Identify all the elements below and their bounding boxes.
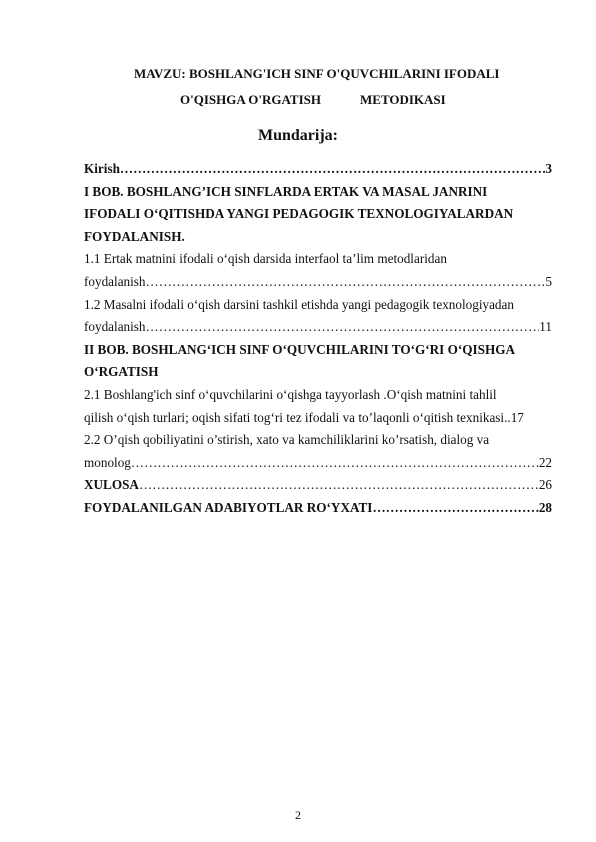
toc-page: 22 xyxy=(538,454,552,470)
toc-entry-adabiyotlar[interactable] xyxy=(84,497,552,520)
toc-leader xyxy=(146,316,540,339)
toc-section-1-2-line-1[interactable]: 1.2 Masalni ifodali o‘qish darsini tashkil etishda yangi pedagogik texnologiyadan xyxy=(84,296,514,312)
toc-leader xyxy=(120,158,546,181)
toc-chapter-1-line-3[interactable]: FOYDALANISH. xyxy=(84,228,185,244)
page-number: 2 xyxy=(295,808,301,822)
toc-section-2-1-line-1[interactable]: 2.1 Boshlang'ich sinf o‘quvchilarini o‘qishga tayyorlash .O‘qish matnini tahlil xyxy=(84,386,497,402)
toc-section-2-2-line-1[interactable]: 2.2 O’qish qobiliyatini o’stirish, xato va kamchiliklarini ko’rsatish, dialog va xyxy=(84,432,490,448)
toc-page: 26 xyxy=(538,477,552,493)
toc-chapter-1-line-2[interactable]: IFODALI O‘QITISHDA YANGI PEDAGOGIK TEXNOLOGIYALARDAN xyxy=(84,206,514,222)
toc-leader xyxy=(139,474,539,497)
document-title-line-2b: METODIKASI xyxy=(360,92,446,107)
toc-page: 28 xyxy=(538,499,552,515)
toc-label: monolog xyxy=(84,454,131,470)
toc-leader xyxy=(146,271,546,294)
toc-leader xyxy=(372,497,538,520)
toc-section-2-1-line-2[interactable]: qilish o‘qish turlari; oqish sifati tog‘ri tez ifodali va to’laqonli o‘qitish texnikasi..17 xyxy=(84,409,524,425)
toc-leader xyxy=(131,452,539,475)
toc-section-1-1-line-1[interactable]: 1.1 Ertak matnini ifodali o‘qish darsida interfaol ta’lim metodlaridan xyxy=(84,251,447,267)
toc-page: 5 xyxy=(545,273,552,289)
table-of-contents xyxy=(84,158,552,520)
document-title-line-2a: O'QISHGA O'RGATISH xyxy=(180,92,321,107)
toc-chapter-2-line-2[interactable]: O‘RGATISH xyxy=(84,364,159,380)
toc-label: Kirish xyxy=(84,161,120,176)
toc-entry-section-1-2[interactable] xyxy=(84,316,552,339)
toc-page: 11 xyxy=(539,319,552,335)
document-title-line-1: MAVZU: BOSHLANG'ICH SINF O'QUVCHILARINI IFODALI xyxy=(134,66,500,81)
toc-entry-section-1-1[interactable] xyxy=(84,271,552,294)
toc-entry-kirish[interactable] xyxy=(84,158,552,181)
toc-chapter-2-line-1[interactable]: II BOB. BOSHLANG‘ICH SINF O‘QUVCHILARINI TO‘G‘RI O‘QISHGA xyxy=(84,341,515,357)
toc-entry-section-2-2[interactable] xyxy=(84,452,552,475)
toc-label: XULOSA xyxy=(84,477,139,493)
toc-chapter-1-line-1[interactable]: I BOB. BOSHLANG’ICH SINFLARDA ERTAK VA MASAL JANRINI xyxy=(84,183,488,199)
toc-label: FOYDALANILGAN ADABIYOTLAR RO‘YXATI xyxy=(84,499,373,515)
toc-label: foydalanish xyxy=(84,273,146,289)
toc-page: 3 xyxy=(545,161,552,176)
toc-entry-xulosa[interactable] xyxy=(84,474,552,497)
contents-heading: Mundarija: xyxy=(258,127,338,144)
toc-label: foydalanish xyxy=(84,319,146,335)
